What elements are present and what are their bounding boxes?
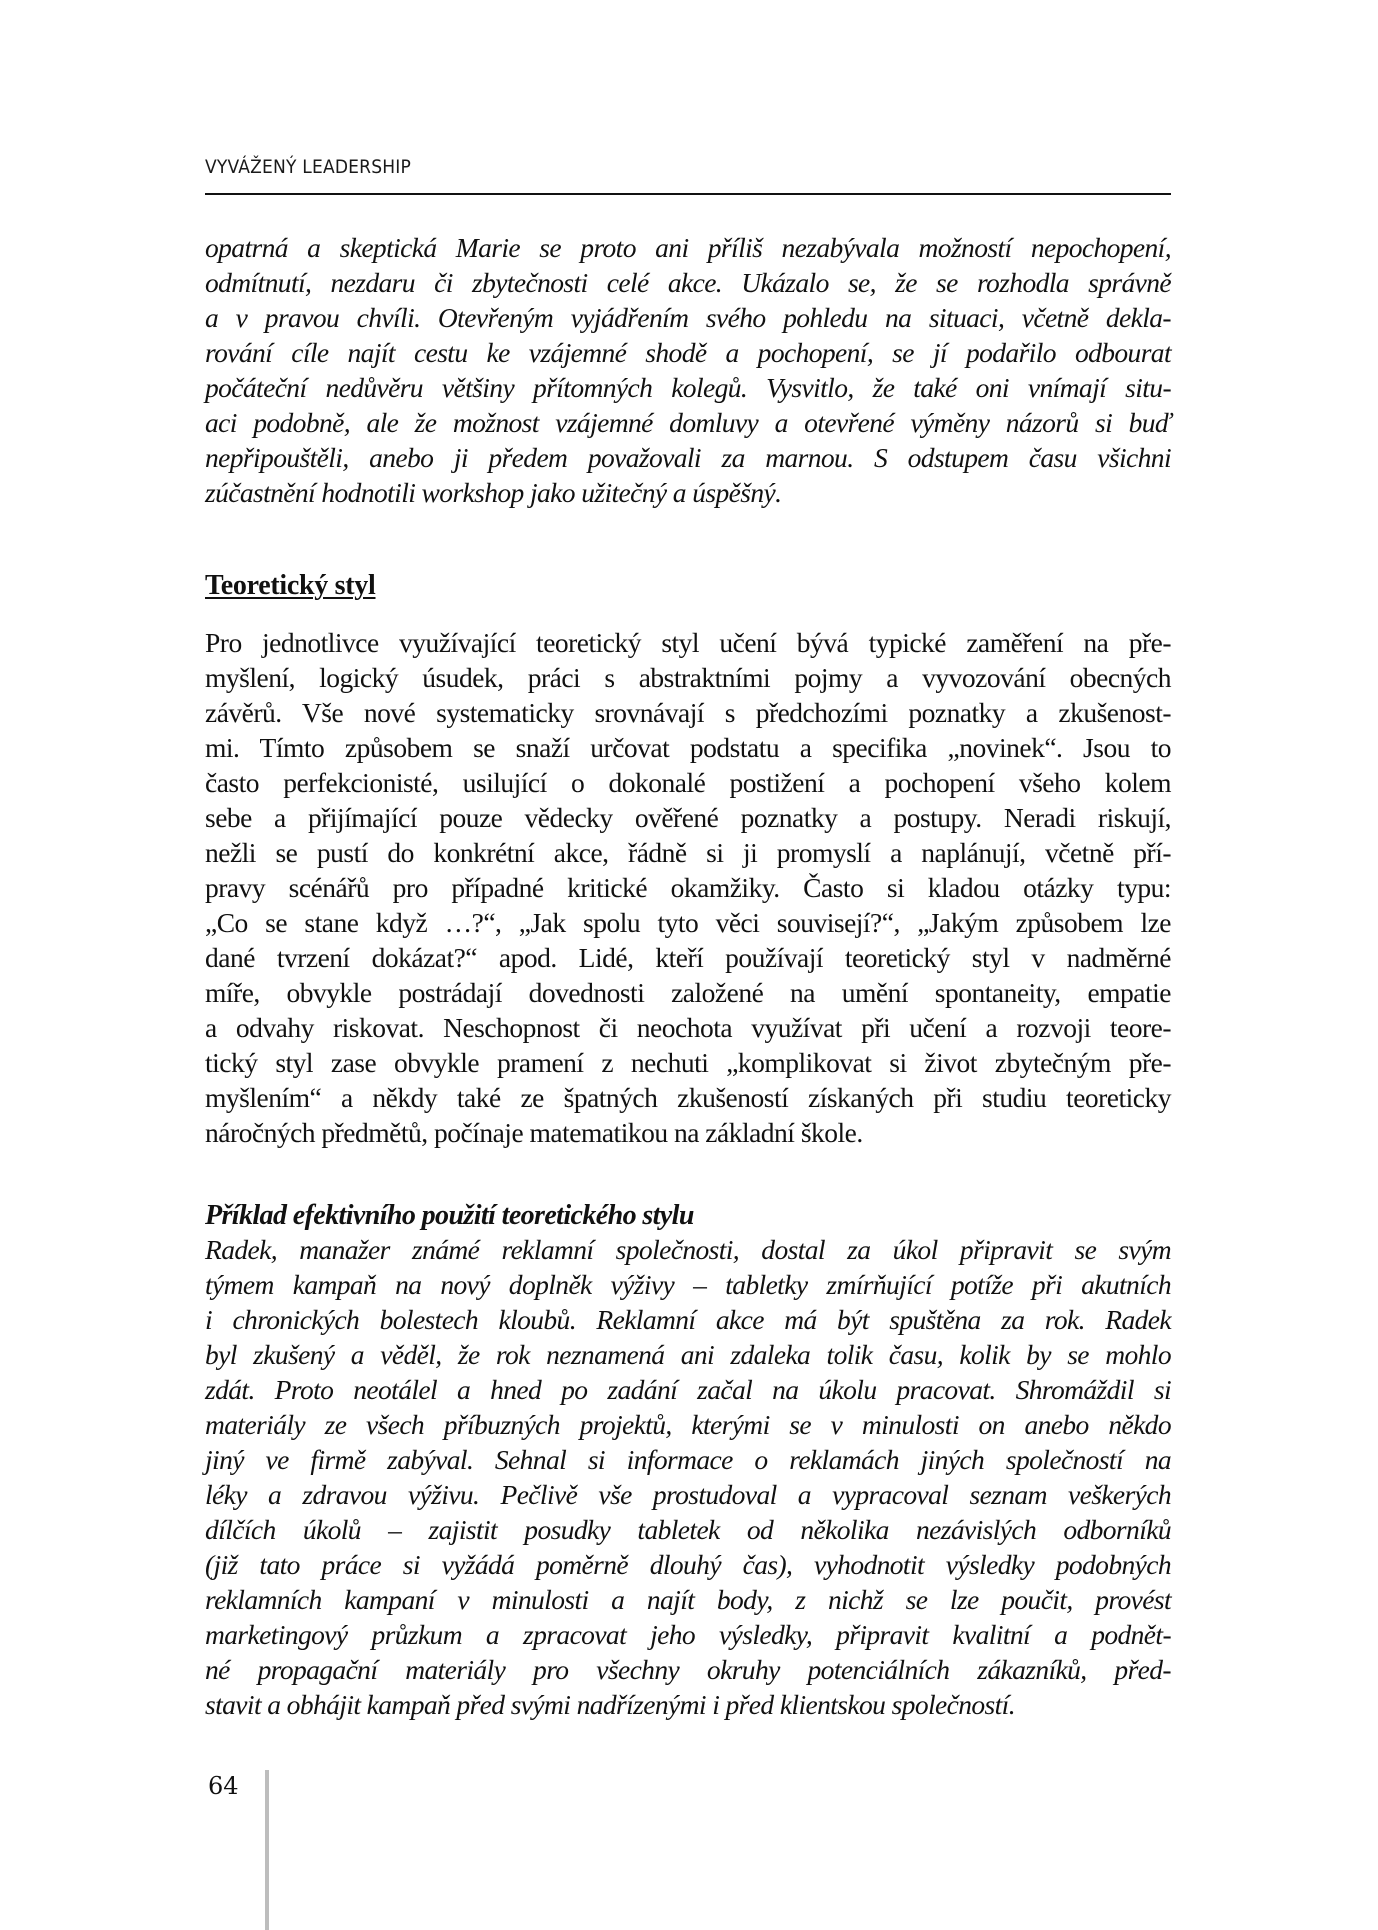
text-line: tický styl zase obvykle pramení z nechuti „komplikovat si život zbytečným pře-	[205, 1047, 1171, 1078]
text-line: počáteční nedůvěru většiny přítomných kolegů. Vysvitlo, že také oni vnímají situ-	[205, 372, 1171, 403]
section-body-block	[205, 625, 1171, 1150]
text-line: rování cíle najít cestu ke vzájemné shodě a pochopení, se jí podařilo odbourat	[205, 337, 1171, 368]
text-line: nežli se pustí do konkrétní akce, řádně si ji promyslí a naplánují, včetně pří-	[205, 837, 1171, 868]
text-line: pravy scénářů pro případné kritické okamžiky. Často si kladou otázky typu:	[205, 872, 1171, 903]
text-line: (již tato práce si vyžádá poměrně dlouhý čas), vyhodnotit výsledky podobných	[205, 1549, 1171, 1580]
text-line: často perfekcionisté, usilující o dokonalé postižení a pochopení všeho kolem	[205, 767, 1171, 798]
text-line: marketingový průzkum a zpracovat jeho výsledky, připravit kvalitní a podnět-	[205, 1619, 1171, 1650]
text-line: byl zkušený a věděl, že rok neznamená ani zdaleka tolik času, kolik by se mohlo	[205, 1339, 1171, 1370]
text-line: jiný ve firmě zabýval. Sehnal si informace o reklamách jiných společností na	[205, 1444, 1171, 1475]
text-line: Radek, manažer známé reklamní společnosti, dostal za úkol připravit se svým	[205, 1234, 1171, 1265]
text-line: týmem kampaň na nový doplněk výživy – tabletky zmírňující potíže při akutních	[205, 1269, 1171, 1300]
text-line: stavit a obhájit kampaň před svými nadřízenými i před klientskou společností.	[205, 1689, 1015, 1720]
text-line: léky a zdravou výživu. Pečlivě vše prostudoval a vypracoval seznam veškerých	[205, 1479, 1171, 1510]
page-margin-bar	[265, 1770, 269, 1930]
text-line: odmítnutí, nezdaru či zbytečnosti celé akce. Ukázalo se, že se rozhodla správně	[205, 267, 1171, 298]
text-line: zúčastnění hodnotili workshop jako užitečný a úspěšný.	[205, 477, 782, 508]
text-line: dané tvrzení dokázat?“ apod. Lidé, kteří používají teoretický styl v nadměrné	[205, 942, 1171, 973]
text-line: míře, obvykle postrádají dovednosti založené na umění spontaneity, empatie	[205, 977, 1171, 1008]
text-line: myšlení, logický úsudek, práci s abstraktními pojmy a vyvozování obecných	[205, 662, 1171, 693]
text-line: Pro jednotlivce využívající teoretický styl učení bývá typické zaměření na pře-	[205, 627, 1171, 658]
text-line: „Co se stane když …?“, „Jak spolu tyto věci souvisejí?“, „Jakým způsobem lze	[205, 907, 1171, 938]
text-line: mi. Tímto způsobem se snaží určovat podstatu a specifika „novinek“. Jsou to	[205, 732, 1171, 763]
text-line: myšlením“ a někdy také ze špatných zkušeností získaných při studiu teoreticky	[205, 1082, 1171, 1113]
example-heading: Příklad efektivního použití teoretického stylu	[205, 1200, 694, 1231]
intro-paragraph-block	[205, 230, 1171, 510]
text-line: nepřipouštěli, anebo ji předem považovali za marnou. S odstupem času všichni	[205, 442, 1171, 473]
text-line: sebe a přijímající pouze vědecky ověřené poznatky a postupy. Neradi riskují,	[205, 802, 1171, 833]
header-rule	[205, 193, 1171, 195]
section-paragraph	[205, 625, 1171, 1150]
intro-paragraph	[205, 230, 1171, 510]
text-line: aci podobně, ale že možnost vzájemné domluvy a otevřené výměny názorů si buď	[205, 407, 1171, 438]
text-line: dílčích úkolů – zajistit posudky tabletek od několika nezávislých odborníků	[205, 1514, 1171, 1545]
text-line: i chronických bolestech kloubů. Reklamní akce má být spuštěna za rok. Radek	[205, 1304, 1171, 1335]
section-heading: Teoretický styl	[205, 570, 376, 601]
text-line: né propagační materiály pro všechny okruhy potenciálních zákazníků, před-	[205, 1654, 1171, 1685]
section-teoreticky-styl	[205, 570, 1171, 602]
text-line: reklamních kampaní v minulosti a najít body, z nichž se lze poučit, provést	[205, 1584, 1171, 1615]
text-line: opatrná a skeptická Marie se proto ani příliš nezabývala možností nepochopení,	[205, 232, 1171, 263]
page-number: 64	[208, 1772, 239, 1800]
running-head: VYVÁŽENÝ LEADERSHIP	[205, 156, 412, 178]
example-block	[205, 1200, 1171, 1722]
text-line: a v pravou chvíli. Otevřeným vyjádřením svého pohledu na situaci, včetně dekla-	[205, 302, 1171, 333]
example-paragraph	[205, 1232, 1171, 1722]
text-line: materiály ze všech příbuzných projektů, kterými se v minulosti on anebo někdo	[205, 1409, 1171, 1440]
text-line: a odvahy riskovat. Neschopnost či neochota využívat při učení a rozvoji teore-	[205, 1012, 1171, 1043]
text-line: zdát. Proto neotálel a hned po zadání začal na úkolu pracovat. Shromáždil si	[205, 1374, 1171, 1405]
text-line: náročných předmětů, počínaje matematikou na základní škole.	[205, 1117, 863, 1148]
text-line: závěrů. Vše nové systematicky srovnávají s předchozími poznatky a zkušenost-	[205, 697, 1171, 728]
